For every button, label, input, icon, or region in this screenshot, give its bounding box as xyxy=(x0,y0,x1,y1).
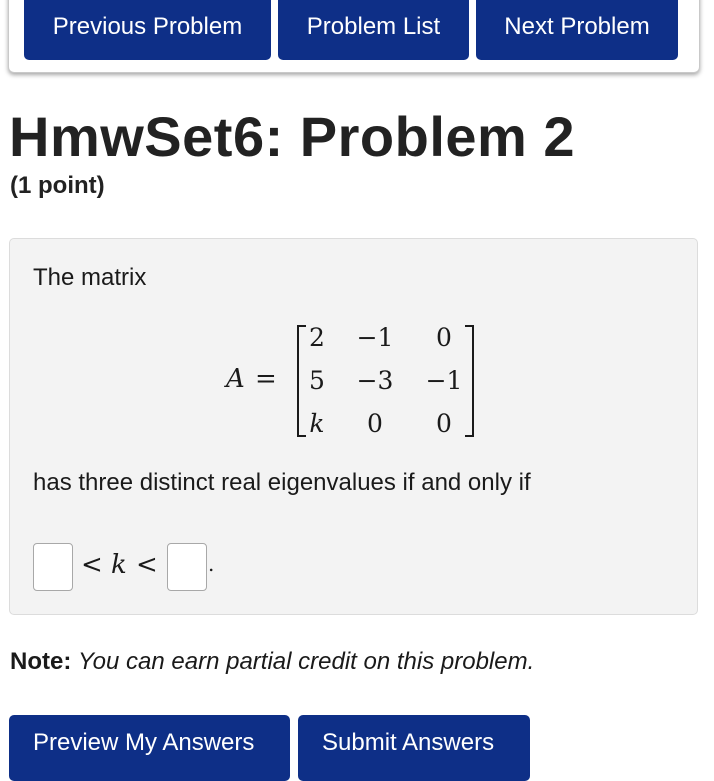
inequality-variable: k xyxy=(111,550,127,580)
matrix-cell: 2 xyxy=(309,323,325,352)
matrix-cell: −1 xyxy=(356,323,394,352)
problem-condition-text: has three distinct real eigenvalues if and only if xyxy=(33,469,531,496)
partial-credit-note xyxy=(10,648,534,676)
matrix-cell: 0 xyxy=(436,409,452,438)
matrix-cell: 5 xyxy=(309,366,325,395)
problem-points: (1 point) xyxy=(10,172,105,199)
matrix-cell: 0 xyxy=(367,409,383,438)
page-title: HmwSet6: Problem 2 xyxy=(9,105,576,168)
next-problem-button[interactable]: Next Problem xyxy=(476,0,678,60)
preview-answers-button[interactable]: Preview My Answers xyxy=(9,715,290,781)
sentence-period: . xyxy=(208,552,215,576)
matrix-cell: 0 xyxy=(436,323,452,352)
problem-intro-text: The matrix xyxy=(33,264,147,291)
matrix-variable: A xyxy=(226,364,245,394)
upper-bound-answer-input[interactable] xyxy=(167,543,207,591)
less-than-symbol: < xyxy=(136,550,158,580)
less-than-symbol: < xyxy=(81,550,103,580)
matrix-cell: k xyxy=(309,409,325,438)
lower-bound-answer-input[interactable] xyxy=(33,543,73,591)
note-label: Note: xyxy=(10,648,72,675)
matrix-cell: −1 xyxy=(425,366,463,395)
submit-answers-button[interactable]: Submit Answers xyxy=(298,715,530,781)
note-text: You can earn partial credit on this problem. xyxy=(78,648,535,675)
previous-problem-button[interactable]: Previous Problem xyxy=(24,0,271,60)
problem-list-button[interactable]: Problem List xyxy=(278,0,469,60)
matrix-cell: −3 xyxy=(356,366,394,395)
equals-sign: = xyxy=(255,364,277,394)
